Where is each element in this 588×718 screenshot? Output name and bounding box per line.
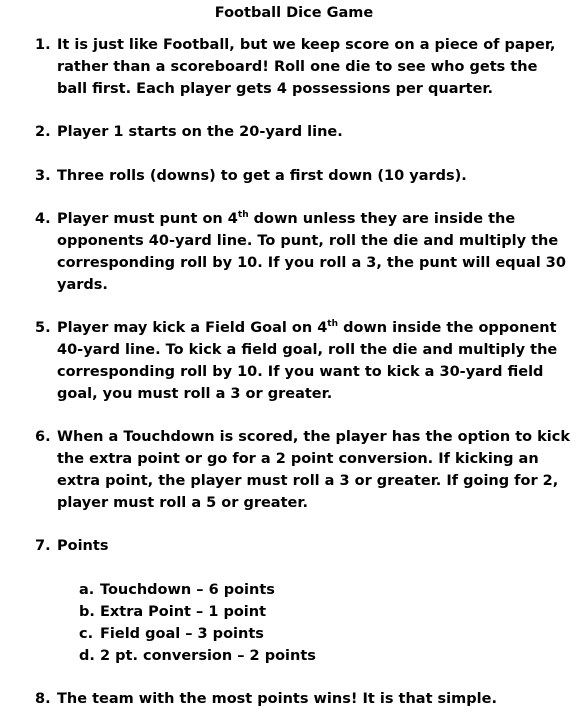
sub-item-letter: b.: [79, 604, 95, 620]
sub-item-letter: d.: [79, 648, 95, 664]
list-item-2: [35, 121, 570, 143]
points-item-c: [79, 623, 559, 645]
list-item-5: [35, 317, 570, 405]
sub-item-text: Extra Point – 1 point: [100, 604, 267, 620]
item-text: Points: [57, 538, 109, 554]
item-number: 1.: [35, 37, 51, 53]
item-number: 2.: [35, 124, 51, 140]
item-text-end: down inside the opponent 40-yard line. To kick a field goal, roll the die and multiply the corresponding roll by 10. If you want to kick a 30-yard field goal, you must roll a 3 or greater.: [57, 320, 558, 402]
sub-item-text: Field goal – 3 points: [100, 626, 264, 642]
page-title: Football Dice Game: [214, 5, 374, 21]
item-number: 4.: [35, 211, 51, 227]
item-number: 6.: [35, 429, 51, 445]
points-item-b: [79, 601, 559, 623]
item-number: 7.: [35, 538, 51, 554]
sub-item-letter: c.: [79, 626, 94, 642]
item-text-start: Player must punt on 4: [57, 211, 238, 227]
list-item-4: [35, 208, 570, 296]
item-text: Three rolls (downs) to get a first down (10 yards).: [57, 168, 467, 184]
list-item-8: [35, 688, 570, 710]
item-number: 8.: [35, 691, 51, 707]
item-text-start: Player may kick a Field Goal on 4: [57, 320, 328, 336]
list-item-1: [35, 34, 570, 100]
list-item-3: [35, 165, 570, 187]
points-item-a: [79, 579, 559, 601]
list-item-7: [35, 535, 570, 557]
ordinal-suffix: th: [327, 319, 339, 329]
item-text: The team with the most points wins! It is that simple.: [57, 691, 497, 707]
item-text: Player 1 starts on the 20-yard line.: [57, 124, 343, 140]
points-item-d: [79, 645, 559, 667]
ordinal-suffix: th: [237, 210, 249, 220]
item-text: When a Touchdown is scored, the player has the option to kick the extra point or go for a 2 point conversion. If kicking an extra point, the player must roll a 3 or greater. If going for 2, player must roll a 5 or greater.: [57, 429, 570, 511]
sub-item-text: 2 pt. conversion – 2 points: [100, 648, 316, 664]
sub-item-text: Touchdown – 6 points: [100, 582, 275, 598]
item-number: 3.: [35, 168, 51, 184]
item-number: 5.: [35, 320, 51, 336]
item-text: [57, 317, 570, 405]
item-text: It is just like Football, but we keep score on a piece of paper, rather than a scoreboard! Roll one die to see who gets the ball first. Each player gets 4 possessions per quarter.: [57, 37, 556, 97]
item-text-end: down unless they are inside the opponents 40-yard line. To punt, roll the die and multiply the corresponding roll by 10. If you roll a 3, the punt will equal 30 yards.: [57, 211, 566, 293]
item-text: [57, 208, 570, 296]
list-item-6: [35, 426, 570, 514]
sub-item-letter: a.: [79, 582, 95, 598]
